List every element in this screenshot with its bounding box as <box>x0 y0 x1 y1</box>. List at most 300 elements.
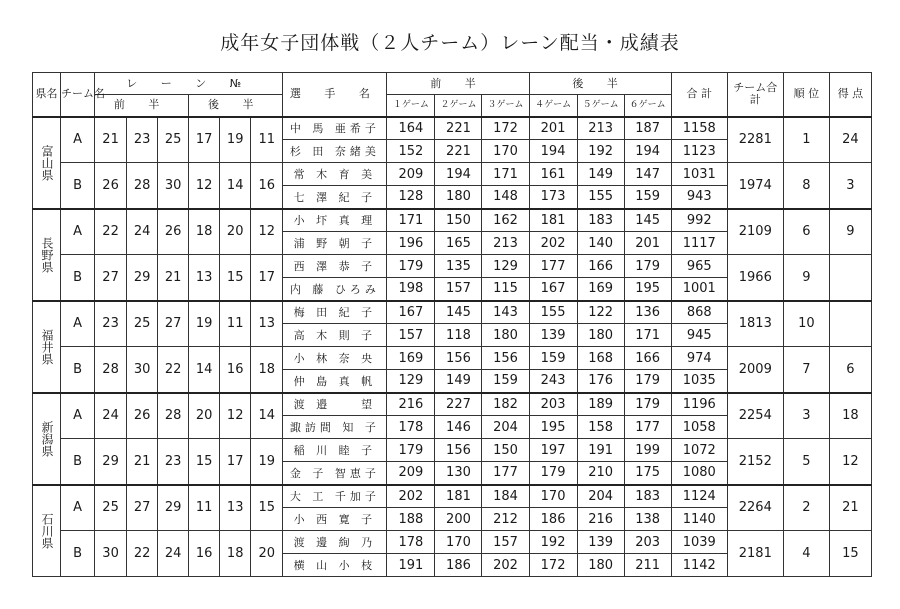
game-score: 172 <box>529 554 577 577</box>
player-total: 1123 <box>671 140 727 163</box>
player-total: 1058 <box>671 416 727 439</box>
lane-number: 16 <box>189 531 220 577</box>
lane-number: 11 <box>251 117 283 163</box>
game-score: 122 <box>577 301 624 324</box>
game-score: 204 <box>577 485 624 508</box>
game-score: 158 <box>577 416 624 439</box>
player-total: 1035 <box>671 370 727 393</box>
team-total: 2152 <box>727 439 783 485</box>
game-score: 216 <box>577 508 624 531</box>
game-score: 181 <box>529 209 577 232</box>
lane-number: 13 <box>189 255 220 301</box>
game-score: 194 <box>529 140 577 163</box>
player-total: 1039 <box>671 531 727 554</box>
game-score: 186 <box>529 508 577 531</box>
lane-number: 16 <box>251 163 283 209</box>
game-score: 227 <box>435 393 482 416</box>
game-score: 115 <box>482 278 529 301</box>
player-name: 諏訪間 知 子 <box>283 416 387 439</box>
team-points <box>829 301 871 347</box>
player-total: 992 <box>671 209 727 232</box>
game-score: 180 <box>577 324 624 347</box>
game-score: 195 <box>529 416 577 439</box>
game-score: 156 <box>435 347 482 370</box>
game-score: 211 <box>624 554 671 577</box>
team-total: 2009 <box>727 347 783 393</box>
lane-number: 26 <box>127 393 158 439</box>
game-score: 164 <box>387 117 435 140</box>
lane-number: 23 <box>158 439 189 485</box>
game-score: 192 <box>529 531 577 554</box>
game-score: 148 <box>482 186 529 209</box>
game-score: 201 <box>529 117 577 140</box>
player-name: 高 木 則 子 <box>283 324 387 347</box>
game-score: 172 <box>482 117 529 140</box>
lane-number: 24 <box>127 209 158 255</box>
player-name: 稲 川 睦 子 <box>283 439 387 462</box>
player-total: 945 <box>671 324 727 347</box>
prefecture-label: 新潟県 <box>40 420 55 457</box>
team-letter: A <box>61 301 95 347</box>
game-score: 157 <box>435 278 482 301</box>
game-score: 149 <box>435 370 482 393</box>
lane-number: 17 <box>251 255 283 301</box>
game-score: 180 <box>482 324 529 347</box>
game-score: 188 <box>387 508 435 531</box>
team-letter: B <box>61 347 95 393</box>
team-rank: 1 <box>783 117 829 163</box>
game-score: 165 <box>435 232 482 255</box>
player-row <box>33 347 872 370</box>
lane-number: 28 <box>127 163 158 209</box>
player-row <box>33 209 872 232</box>
game-score: 199 <box>624 439 671 462</box>
game-score: 194 <box>435 163 482 186</box>
game-score: 179 <box>387 439 435 462</box>
lane-number: 19 <box>251 439 283 485</box>
game-score: 128 <box>387 186 435 209</box>
game-score: 209 <box>387 462 435 485</box>
lane-number: 23 <box>127 117 158 163</box>
game-score: 129 <box>482 255 529 278</box>
player-row <box>33 163 872 186</box>
player-row <box>33 531 872 554</box>
game-score: 168 <box>577 347 624 370</box>
lane-number: 15 <box>189 439 220 485</box>
results-body <box>33 117 872 577</box>
game-score: 202 <box>529 232 577 255</box>
lane-number: 19 <box>189 301 220 347</box>
game-score: 178 <box>387 531 435 554</box>
game-score: 118 <box>435 324 482 347</box>
game-score: 147 <box>624 163 671 186</box>
game-score: 150 <box>482 439 529 462</box>
lane-number: 11 <box>220 301 251 347</box>
player-name: 小 圷 真 理 <box>283 209 387 232</box>
lane-number: 28 <box>95 347 127 393</box>
team-letter: A <box>61 393 95 439</box>
lane-number: 21 <box>95 117 127 163</box>
game-score: 179 <box>529 462 577 485</box>
header-rank: 順 位 <box>783 73 829 117</box>
document-title: 成年女子団体戦（２人チーム）レーン配当・成績表 <box>220 32 680 54</box>
game-score: 195 <box>624 278 671 301</box>
team-rank: 4 <box>783 531 829 577</box>
lane-number: 19 <box>220 117 251 163</box>
team-letter: A <box>61 117 95 163</box>
player-row <box>33 485 872 508</box>
team-rank: 2 <box>783 485 829 531</box>
team-total: 2281 <box>727 117 783 163</box>
prefecture-name <box>33 485 61 577</box>
lane-number: 27 <box>95 255 127 301</box>
game-score: 177 <box>529 255 577 278</box>
game-score: 179 <box>624 255 671 278</box>
game-score: 156 <box>435 439 482 462</box>
game-score: 139 <box>577 531 624 554</box>
game-score: 170 <box>482 140 529 163</box>
player-name: 内 藤 ひろみ <box>283 278 387 301</box>
lane-number: 15 <box>220 255 251 301</box>
lane-number: 24 <box>158 531 189 577</box>
team-rank: 3 <box>783 393 829 439</box>
header-team-total: チーム合 計 <box>727 73 783 117</box>
game-score: 203 <box>624 531 671 554</box>
team-total: 2254 <box>727 393 783 439</box>
game-score: 129 <box>387 370 435 393</box>
lane-number: 29 <box>158 485 189 531</box>
team-points: 21 <box>829 485 871 531</box>
lane-number: 25 <box>127 301 158 347</box>
header-game-6: ６ゲーム <box>624 95 671 117</box>
game-score: 179 <box>624 393 671 416</box>
team-points: 15 <box>829 531 871 577</box>
player-total: 1140 <box>671 508 727 531</box>
player-name: 浦 野 朝 子 <box>283 232 387 255</box>
prefecture-name <box>33 209 61 301</box>
player-row <box>33 301 872 324</box>
header-team: チーム名 <box>61 73 95 117</box>
game-score: 179 <box>387 255 435 278</box>
lane-number: 18 <box>220 531 251 577</box>
team-points: 9 <box>829 209 871 255</box>
game-score: 210 <box>577 462 624 485</box>
header-games-first-half: 前 半 <box>387 73 529 95</box>
game-score: 155 <box>577 186 624 209</box>
game-score: 209 <box>387 163 435 186</box>
lane-number: 13 <box>220 485 251 531</box>
player-total: 943 <box>671 186 727 209</box>
lane-number: 14 <box>251 393 283 439</box>
game-score: 145 <box>435 301 482 324</box>
header-game-2: ２ゲーム <box>435 95 482 117</box>
player-row <box>33 255 872 278</box>
game-score: 159 <box>482 370 529 393</box>
team-points: 12 <box>829 439 871 485</box>
team-rank: 5 <box>783 439 829 485</box>
player-name: 杉 田 奈緒美 <box>283 140 387 163</box>
lane-number: 12 <box>220 393 251 439</box>
lane-number: 17 <box>220 439 251 485</box>
lane-number: 12 <box>251 209 283 255</box>
player-total: 1142 <box>671 554 727 577</box>
prefecture-label: 福井県 <box>40 328 55 365</box>
team-points: 3 <box>829 163 871 209</box>
game-score: 173 <box>529 186 577 209</box>
game-score: 182 <box>482 393 529 416</box>
header-game-4: ４ゲーム <box>529 95 577 117</box>
header-prefecture: 県名 <box>33 73 61 117</box>
prefecture-name <box>33 117 61 209</box>
game-score: 149 <box>577 163 624 186</box>
lane-number: 30 <box>95 531 127 577</box>
game-score: 152 <box>387 140 435 163</box>
player-total: 1001 <box>671 278 727 301</box>
game-score: 130 <box>435 462 482 485</box>
player-name: 小 林 奈 央 <box>283 347 387 370</box>
game-score: 138 <box>624 508 671 531</box>
lane-number: 25 <box>158 117 189 163</box>
game-score: 159 <box>529 347 577 370</box>
game-score: 202 <box>387 485 435 508</box>
lane-number: 26 <box>158 209 189 255</box>
player-name: 渡 邊 絢 乃 <box>283 531 387 554</box>
player-total: 1124 <box>671 485 727 508</box>
team-letter: B <box>61 439 95 485</box>
team-total: 1966 <box>727 255 783 301</box>
game-score: 204 <box>482 416 529 439</box>
game-score: 184 <box>482 485 529 508</box>
team-letter: B <box>61 531 95 577</box>
lane-number: 12 <box>189 163 220 209</box>
game-score: 200 <box>435 508 482 531</box>
player-total: 974 <box>671 347 727 370</box>
lane-number: 23 <box>95 301 127 347</box>
game-score: 170 <box>529 485 577 508</box>
team-letter: B <box>61 163 95 209</box>
player-total: 965 <box>671 255 727 278</box>
team-points: 18 <box>829 393 871 439</box>
game-score: 145 <box>624 209 671 232</box>
lane-number: 20 <box>220 209 251 255</box>
game-score: 191 <box>387 554 435 577</box>
game-score: 191 <box>577 439 624 462</box>
team-rank: 6 <box>783 209 829 255</box>
player-total: 1117 <box>671 232 727 255</box>
game-score: 192 <box>577 140 624 163</box>
game-score: 203 <box>529 393 577 416</box>
lane-number: 20 <box>189 393 220 439</box>
header-points: 得 点 <box>829 73 871 117</box>
game-score: 198 <box>387 278 435 301</box>
game-score: 186 <box>435 554 482 577</box>
game-score: 171 <box>482 163 529 186</box>
player-name: 横 山 小 枝 <box>283 554 387 577</box>
player-total: 1031 <box>671 163 727 186</box>
team-rank: 8 <box>783 163 829 209</box>
lane-number: 21 <box>127 439 158 485</box>
lane-number: 13 <box>251 301 283 347</box>
header-game-5: ５ゲーム <box>577 95 624 117</box>
lane-number: 29 <box>95 439 127 485</box>
team-total: 1813 <box>727 301 783 347</box>
team-letter: A <box>61 485 95 531</box>
prefecture-label: 長野県 <box>40 236 55 273</box>
game-score: 140 <box>577 232 624 255</box>
prefecture-name <box>33 393 61 485</box>
team-total: 2264 <box>727 485 783 531</box>
game-score: 171 <box>624 324 671 347</box>
lane-number: 28 <box>158 393 189 439</box>
game-score: 197 <box>529 439 577 462</box>
game-score: 175 <box>624 462 671 485</box>
lane-number: 14 <box>189 347 220 393</box>
lane-number: 16 <box>220 347 251 393</box>
game-score: 187 <box>624 117 671 140</box>
game-score: 177 <box>482 462 529 485</box>
game-score: 143 <box>482 301 529 324</box>
lane-number: 26 <box>95 163 127 209</box>
team-total: 2181 <box>727 531 783 577</box>
game-score: 139 <box>529 324 577 347</box>
header-lane-number: レ ー ン № <box>95 73 283 95</box>
game-score: 176 <box>577 370 624 393</box>
lane-number: 29 <box>127 255 158 301</box>
game-score: 178 <box>387 416 435 439</box>
game-score: 181 <box>435 485 482 508</box>
lane-number: 27 <box>127 485 158 531</box>
team-rank: 9 <box>783 255 829 301</box>
game-score: 162 <box>482 209 529 232</box>
game-score: 166 <box>624 347 671 370</box>
game-score: 189 <box>577 393 624 416</box>
lane-number: 14 <box>220 163 251 209</box>
lane-number: 18 <box>189 209 220 255</box>
player-total: 868 <box>671 301 727 324</box>
lane-number: 30 <box>127 347 158 393</box>
player-row <box>33 117 872 140</box>
game-score: 212 <box>482 508 529 531</box>
game-score: 157 <box>387 324 435 347</box>
prefecture-name <box>33 301 61 393</box>
game-score: 202 <box>482 554 529 577</box>
game-score: 166 <box>577 255 624 278</box>
game-score: 201 <box>624 232 671 255</box>
player-total: 1072 <box>671 439 727 462</box>
game-score: 146 <box>435 416 482 439</box>
team-rank: 10 <box>783 301 829 347</box>
header-game-3: ３ゲーム <box>482 95 529 117</box>
game-score: 157 <box>482 531 529 554</box>
team-letter: B <box>61 255 95 301</box>
team-total: 1974 <box>727 163 783 209</box>
player-name: 大 工 千加子 <box>283 485 387 508</box>
game-score: 243 <box>529 370 577 393</box>
game-score: 180 <box>435 186 482 209</box>
team-points: 24 <box>829 117 871 163</box>
results-table <box>32 72 872 577</box>
game-score: 161 <box>529 163 577 186</box>
team-points <box>829 255 871 301</box>
lane-number: 22 <box>127 531 158 577</box>
game-score: 216 <box>387 393 435 416</box>
team-total: 2109 <box>727 209 783 255</box>
player-name: 金 子 智恵子 <box>283 462 387 485</box>
game-score: 167 <box>387 301 435 324</box>
lane-number: 17 <box>189 117 220 163</box>
lane-number: 22 <box>95 209 127 255</box>
player-total: 1080 <box>671 462 727 485</box>
team-letter: A <box>61 209 95 255</box>
game-score: 213 <box>482 232 529 255</box>
player-name: 渡 邉 望 <box>283 393 387 416</box>
header-games-second-half: 後 半 <box>529 73 671 95</box>
game-score: 136 <box>624 301 671 324</box>
player-name: 七 澤 紀 子 <box>283 186 387 209</box>
player-name: 小 西 寛 子 <box>283 508 387 531</box>
game-score: 221 <box>435 140 482 163</box>
lane-number: 11 <box>189 485 220 531</box>
game-score: 135 <box>435 255 482 278</box>
game-score: 150 <box>435 209 482 232</box>
header-total: 合 計 <box>671 73 727 117</box>
team-points: 6 <box>829 347 871 393</box>
game-score: 196 <box>387 232 435 255</box>
header-game-1: １ゲーム <box>387 95 435 117</box>
lane-number: 15 <box>251 485 283 531</box>
lane-number: 21 <box>158 255 189 301</box>
game-score: 213 <box>577 117 624 140</box>
lane-number: 24 <box>95 393 127 439</box>
game-score: 170 <box>435 531 482 554</box>
game-score: 169 <box>577 278 624 301</box>
game-score: 221 <box>435 117 482 140</box>
game-score: 183 <box>577 209 624 232</box>
player-name: 西 澤 恭 子 <box>283 255 387 278</box>
lane-number: 27 <box>158 301 189 347</box>
player-row <box>33 393 872 416</box>
game-score: 194 <box>624 140 671 163</box>
lane-number: 18 <box>251 347 283 393</box>
player-name: 梅 田 紀 子 <box>283 301 387 324</box>
player-total: 1196 <box>671 393 727 416</box>
header-lane-first-half: 前 半 <box>95 95 189 117</box>
game-score: 155 <box>529 301 577 324</box>
player-name: 仲 島 真 帆 <box>283 370 387 393</box>
team-rank: 7 <box>783 347 829 393</box>
game-score: 159 <box>624 186 671 209</box>
prefecture-label: 石川県 <box>40 512 55 549</box>
game-score: 180 <box>577 554 624 577</box>
game-score: 169 <box>387 347 435 370</box>
game-score: 171 <box>387 209 435 232</box>
lane-number: 22 <box>158 347 189 393</box>
header-player-name: 選 手 名 <box>283 73 387 117</box>
lane-number: 20 <box>251 531 283 577</box>
game-score: 177 <box>624 416 671 439</box>
player-row <box>33 439 872 462</box>
game-score: 156 <box>482 347 529 370</box>
game-score: 179 <box>624 370 671 393</box>
prefecture-label: 富山県 <box>40 144 55 181</box>
lane-number: 25 <box>95 485 127 531</box>
lane-number: 30 <box>158 163 189 209</box>
player-name: 常 木 育 美 <box>283 163 387 186</box>
player-total: 1158 <box>671 117 727 140</box>
header-lane-second-half: 後 半 <box>189 95 283 117</box>
game-score: 183 <box>624 485 671 508</box>
game-score: 167 <box>529 278 577 301</box>
